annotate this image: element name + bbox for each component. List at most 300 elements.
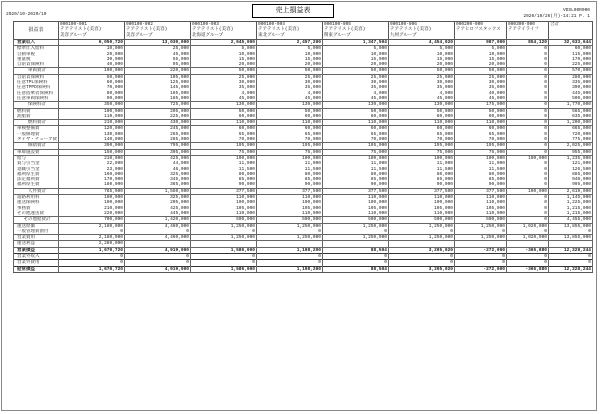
cell-value: 60,000 — [389, 114, 455, 120]
cell-value: 225,000 — [549, 62, 593, 68]
cell-value: 80,000 — [191, 172, 257, 177]
cell-value: 35,000 — [191, 85, 257, 90]
cell-value: 5,000 — [191, 46, 257, 52]
column-header — [257, 22, 323, 40]
column-name: テアテリスト(美容) — [258, 27, 300, 33]
cell-value: 775,000 — [549, 137, 593, 143]
column-subname: 九州グループ — [390, 32, 417, 38]
cell-value: 0 — [125, 253, 191, 259]
cell-value: 0 — [323, 229, 389, 235]
cell-value: 220,000 — [125, 68, 191, 74]
cell-value: 105,000 — [257, 206, 323, 211]
cell-value: 335,000 — [549, 80, 593, 85]
cell-value: 35,000 — [323, 85, 389, 90]
cell-value: 126,500 — [549, 167, 593, 172]
column-name: テアテリスト(美容) — [192, 27, 234, 33]
row-label: 任意搭乗者保険料 — [14, 91, 59, 96]
cell-value: 1,670,720 — [59, 247, 125, 253]
column-header — [125, 22, 191, 40]
cell-value: 20,000 — [389, 62, 455, 68]
cell-value: 5,000 — [389, 46, 455, 52]
cell-value: 85,000 — [389, 177, 455, 182]
cell-value: 120,000 — [59, 126, 125, 132]
cell-value: 100,000 — [507, 155, 549, 161]
cell-value: 65,000 — [323, 132, 389, 137]
cell-value: 0 — [507, 108, 549, 114]
cell-value: 60,000 — [455, 114, 507, 120]
cell-value: 70,000 — [389, 137, 455, 143]
cell-value: 100,000 — [59, 108, 125, 114]
cell-value: 110,000 — [191, 211, 257, 217]
cell-value: 25,000 — [257, 74, 323, 80]
cell-value: 12,228,244 — [549, 247, 593, 253]
cell-value: 0 — [389, 253, 455, 259]
cell-value: 130,000 — [191, 102, 257, 108]
cell-value: 30,000 — [323, 80, 389, 85]
cell-value: 60,000 — [323, 114, 389, 120]
cell-value: 500,000 — [323, 217, 389, 223]
cell-value: 1,145,000 — [549, 195, 593, 201]
cell-value: 150,000 — [59, 149, 125, 155]
cell-value: 80,000 — [455, 172, 507, 177]
cell-value: 635,000 — [549, 114, 593, 120]
cell-value: 70,000 — [191, 137, 257, 143]
cell-value: 725,000 — [125, 102, 191, 108]
cell-value: 110,000 — [323, 211, 389, 217]
cell-value: 1,250,000 — [257, 223, 323, 229]
cell-value: 50,000 — [191, 108, 257, 114]
cell-value: 285,000 — [125, 137, 191, 143]
cell-value: 0 — [507, 211, 549, 217]
cell-value: 0 — [507, 253, 549, 259]
cell-value: 25,000 — [191, 74, 257, 80]
cell-value: 390,000 — [549, 85, 593, 90]
cell-value: 11,500 — [323, 167, 389, 172]
cell-value: 110,000 — [455, 195, 507, 201]
cell-value: 940,000 — [549, 177, 593, 182]
cell-value: 110,000 — [257, 211, 323, 217]
column-header — [389, 22, 455, 40]
cell-value: 4,000 — [191, 91, 257, 96]
column-code: 000100-005 — [324, 22, 352, 27]
cell-value: 1,020,000 — [507, 223, 549, 229]
cell-value: 20,000 — [323, 62, 389, 68]
column-code: 000200-000 — [456, 22, 484, 27]
cell-value: 0 — [507, 149, 549, 155]
row-label: 退職引当金 — [14, 167, 59, 172]
cell-value: 0 — [507, 52, 549, 57]
cell-value: 1,215,000 — [549, 211, 593, 217]
cell-value: 0 — [59, 260, 125, 266]
column-subname: 北海道グループ — [192, 32, 224, 38]
cell-value: 0 — [507, 102, 549, 108]
cell-value: 110,000 — [191, 195, 257, 201]
cell-value: 15,000 — [455, 57, 507, 62]
cell-value: 11,500 — [191, 167, 257, 172]
cell-value: 50,000 — [455, 108, 507, 114]
cell-value: 5,000 — [323, 46, 389, 52]
cell-value: 220,000 — [59, 211, 125, 217]
cell-value: 50,000 — [191, 68, 257, 74]
cell-value: 1,235,000 — [549, 155, 593, 161]
cell-value: 185,000 — [125, 96, 191, 102]
column-header — [455, 22, 507, 40]
cell-value: -272,000 — [455, 247, 507, 253]
cell-value: 1,198,200 — [257, 266, 323, 272]
cell-value: 195,000 — [257, 143, 323, 149]
cell-value: 75,000 — [455, 149, 507, 155]
cell-value: 430,000 — [125, 120, 191, 126]
cell-value: 500,000 — [455, 217, 507, 223]
cell-value: 0 — [257, 253, 323, 259]
cell-value: 1,225,000 — [549, 200, 593, 205]
cell-value: 40,000 — [455, 91, 507, 96]
cell-value: 195,000 — [389, 143, 455, 149]
cell-value: 1,250,000 — [191, 223, 257, 229]
row-label: 営業外収入 — [14, 253, 59, 259]
column-header — [549, 22, 593, 40]
cell-value: 100,000 — [389, 200, 455, 205]
cell-value: 0 — [507, 114, 549, 120]
cell-value: 5,000 — [455, 46, 507, 52]
cell-value: 0 — [389, 229, 455, 235]
cell-value: 11,500 — [455, 167, 507, 172]
cell-value: 0 — [323, 260, 389, 266]
cell-value: 105,000 — [323, 206, 389, 211]
cell-value: 0 — [549, 260, 593, 266]
cell-value: 65,000 — [389, 132, 455, 137]
cell-value: 0 — [507, 57, 549, 62]
row-label: 運送保険料 — [14, 200, 59, 205]
cell-value: -272,000 — [455, 266, 507, 272]
column-name: 合計 — [550, 22, 559, 27]
cell-value: 0 — [507, 172, 549, 177]
cell-value: 13,855,000 — [549, 235, 593, 241]
row-label: 福利厚生費 — [14, 182, 59, 188]
row-label: 一般管理費割付 — [14, 229, 59, 235]
cell-value: 60,000 — [455, 126, 507, 132]
cell-value: 1,250,000 — [257, 235, 323, 241]
cell-value: 4,000 — [389, 91, 455, 96]
cell-value: 0 — [455, 253, 507, 259]
cell-value: 0 — [507, 229, 549, 235]
cell-value: 5,000 — [257, 46, 323, 52]
cell-value: 4,460,000 — [125, 223, 191, 229]
cell-value: 25,000 — [125, 46, 191, 52]
cell-value: 110,000 — [191, 120, 257, 126]
cell-value: 100,000 — [323, 155, 389, 161]
column-code: 000100-004 — [258, 22, 286, 27]
cell-value: 110,000 — [323, 195, 389, 201]
cell-value: 280,000 — [549, 74, 593, 80]
cell-value: 90,000 — [323, 182, 389, 188]
cell-value: 0 — [257, 260, 323, 266]
cell-value: 140,000 — [59, 137, 125, 143]
cell-value: 11,500 — [389, 167, 455, 172]
cell-value: 125,000 — [125, 80, 191, 85]
cell-value: 195,000 — [191, 143, 257, 149]
cell-value: 50,000 — [389, 68, 455, 74]
cell-value: 110,000 — [257, 195, 323, 201]
cell-value: 2,457,200 — [257, 40, 323, 46]
cell-value: 70,000 — [323, 137, 389, 143]
row-label: 事務費 — [14, 206, 59, 211]
cell-value: 2,280,000 — [59, 241, 125, 247]
cell-value: 425,000 — [125, 206, 191, 211]
cell-value: 15,000 — [323, 57, 389, 62]
cell-value: 20,000 — [191, 62, 257, 68]
cell-value: 1,250,000 — [323, 223, 389, 229]
row-label: その他運送費 — [14, 211, 59, 217]
cell-value: 885,000 — [549, 172, 593, 177]
column-code: 000100-006 — [390, 22, 418, 27]
cell-value: 12,228,244 — [549, 266, 593, 272]
cell-value: 2,025,000 — [549, 143, 593, 149]
column-name: テアヒロフスタックス — [456, 27, 501, 33]
cell-value: 50,000 — [323, 108, 389, 114]
cell-value: 100,000 — [507, 188, 549, 194]
column-subname: 美容グループ — [60, 32, 87, 38]
cell-value: 60,000 — [191, 114, 257, 120]
row-label: 営業損益 — [14, 247, 59, 253]
cell-value: 11,000 — [257, 161, 323, 166]
cell-value: 2,180,000 — [59, 235, 125, 241]
cell-value: 11,000 — [191, 161, 257, 166]
cell-value: 50,000 — [455, 68, 507, 74]
cell-value: 80,000 — [257, 172, 323, 177]
cell-value: 350,000 — [59, 102, 125, 108]
cell-value: 110,000 — [389, 211, 455, 217]
cell-value: 795,000 — [125, 143, 191, 149]
row-label: 修繕費計 — [14, 143, 59, 149]
cell-value: 0 — [507, 96, 549, 102]
cell-value: 121,000 — [549, 161, 593, 166]
cell-value: 35,000 — [257, 85, 323, 90]
column-name: テアテリスト(美容) — [60, 27, 102, 33]
cell-value: 0 — [549, 229, 593, 235]
cell-value: 130,000 — [323, 102, 389, 108]
corner-label: 損益表 — [14, 22, 59, 40]
row-label: 経常損益 — [14, 266, 59, 272]
cell-value: 23,000 — [59, 167, 125, 172]
row-label: タイヤ・チューブ費 — [14, 137, 59, 143]
row-label: 法定福利費 — [14, 177, 59, 182]
cell-value: 0 — [59, 229, 125, 235]
cell-value: 170,000 — [59, 177, 125, 182]
cell-value: 4,455,000 — [549, 217, 593, 223]
cell-value: 88,504 — [323, 247, 389, 253]
row-label: 自動車税 — [14, 52, 59, 57]
cell-value: 0 — [507, 143, 549, 149]
cell-value: 390,000 — [59, 143, 125, 149]
cell-value: 4,000 — [257, 91, 323, 96]
cell-value: 45,000 — [389, 96, 455, 102]
cell-value: 110,000 — [389, 195, 455, 201]
cell-value: 425,000 — [125, 155, 191, 161]
cell-value: 160,000 — [59, 172, 125, 177]
column-name: テアテイライフ — [508, 27, 539, 33]
column-code: 000100-001 — [60, 22, 88, 27]
cell-value: 1,198,200 — [257, 247, 323, 253]
cell-value: 4,454,020 — [389, 40, 455, 46]
cell-value: 25,000 — [323, 74, 389, 80]
cell-value: 45,000 — [257, 96, 323, 102]
cell-value: 50,000 — [257, 68, 323, 74]
cell-value: 50,000 — [389, 108, 455, 114]
column-header — [323, 22, 389, 40]
cell-value: 30,000 — [257, 80, 323, 85]
cell-value: 130,000 — [59, 132, 125, 137]
row-label: 運送原価 — [14, 223, 59, 229]
cell-value: 0 — [507, 260, 549, 266]
row-label: 重量税 — [14, 57, 59, 62]
cell-value: 105,000 — [191, 206, 257, 211]
row-label: 福利厚生費 — [14, 172, 59, 177]
row-label: その他経費計 — [14, 217, 59, 223]
row-label: 標準仕入給料 — [14, 46, 59, 52]
cell-value: 995,000 — [549, 182, 593, 188]
cell-value: 100,000 — [59, 200, 125, 205]
print-datetime: 2020/10/26(月)-14:21 P. 1 — [523, 14, 590, 19]
cell-value: 105,000 — [455, 206, 507, 211]
column-code: 000300-000 — [508, 22, 536, 27]
cell-value: 987,000 — [455, 40, 507, 46]
cell-value: 0 — [389, 260, 455, 266]
cell-value: 0 — [507, 132, 549, 137]
cell-value: 565,000 — [549, 108, 593, 114]
cell-value: 0 — [507, 62, 549, 68]
cell-value: 0 — [507, 161, 549, 166]
cell-value: 70,000 — [257, 137, 323, 143]
header-row — [14, 22, 593, 40]
cell-value: 60,000 — [323, 126, 389, 132]
report-period: 2020/10-2020/10 — [6, 12, 47, 17]
cell-value: 55,000 — [125, 57, 191, 62]
report-title: 売上損益表 — [252, 4, 334, 18]
cell-value: 100,000 — [257, 200, 323, 205]
cell-value: 10,000 — [257, 52, 323, 57]
cell-value: 10,000 — [59, 46, 125, 52]
column-code: 000100-002 — [126, 22, 154, 27]
cell-value: 377,500 — [257, 188, 323, 194]
cell-value: 75,000 — [257, 149, 323, 155]
cell-value: 365,000 — [125, 182, 191, 188]
cell-value: 0 — [191, 229, 257, 235]
cell-value: -365,880 — [507, 247, 549, 253]
cell-value: 0 — [507, 120, 549, 126]
cell-value: 60,000 — [549, 46, 593, 52]
cell-value: 110,000 — [323, 120, 389, 126]
cell-value: 225,000 — [125, 114, 191, 120]
cell-value: 100,000 — [59, 68, 125, 74]
cell-value: 60,000 — [257, 126, 323, 132]
cell-value: 170,000 — [549, 57, 593, 62]
cell-value: 210,000 — [59, 206, 125, 211]
cell-value: 20,000 — [257, 62, 323, 68]
cell-value: 35,000 — [389, 85, 455, 90]
cell-value: 115,000 — [549, 52, 593, 57]
column-code: 000100-003 — [192, 22, 220, 27]
cell-value: 4,000 — [323, 91, 389, 96]
cell-value: 245,000 — [125, 126, 191, 132]
cell-value: 0 — [507, 74, 549, 80]
column-name: テアテリスト(美容) — [390, 27, 432, 33]
cell-value: 10,000 — [389, 52, 455, 57]
cell-value: 1,586,000 — [191, 247, 257, 253]
cell-value: 85,000 — [257, 177, 323, 182]
cell-value: 20,000 — [59, 52, 125, 57]
row-label: 人件費計 — [14, 188, 59, 194]
row-label: 一般修理費 — [14, 132, 59, 137]
cell-value: 445,000 — [125, 211, 191, 217]
cell-value: 30,000 — [455, 80, 507, 85]
cell-value: 500,000 — [257, 217, 323, 223]
cell-value: 1,550,000 — [125, 188, 191, 194]
cell-value: 100,000 — [191, 155, 257, 161]
cell-value: 80,000 — [323, 172, 389, 177]
cell-value: 130,000 — [257, 102, 323, 108]
cell-value: 500,000 — [549, 96, 593, 102]
row-label: 営業収入 — [14, 40, 59, 46]
cell-value: 11,000 — [323, 161, 389, 166]
cell-value: 45,000 — [191, 96, 257, 102]
cell-value: 1,250,000 — [455, 223, 507, 229]
cell-value: 30,000 — [389, 80, 455, 85]
program-id: VDSL00R000 — [562, 8, 590, 13]
column-name: テアテリスト(美容) — [126, 27, 168, 33]
cell-value: 0 — [507, 182, 549, 188]
column-subname: 関東グループ — [324, 32, 351, 38]
cell-value: 500,000 — [191, 217, 257, 223]
cell-value: 0 — [507, 137, 549, 143]
cell-value: 50,000 — [257, 108, 323, 114]
cell-value: 75,000 — [191, 149, 257, 155]
cell-value: 90,000 — [389, 182, 455, 188]
cell-value: 88,504 — [323, 266, 389, 272]
cell-value: 25,000 — [389, 74, 455, 80]
cell-value: 110,000 — [455, 200, 507, 205]
cell-value: 60,000 — [59, 80, 125, 85]
cell-value: 165,000 — [125, 91, 191, 96]
cell-value: 345,000 — [125, 177, 191, 182]
cell-value: 1,250,000 — [323, 235, 389, 241]
cell-value: 325,000 — [125, 195, 191, 201]
cell-value: 25,000 — [455, 74, 507, 80]
row-label: 任意車両保険料 — [14, 96, 59, 102]
cell-value: 1,020,000 — [507, 235, 549, 241]
cell-value: 45,000 — [455, 96, 507, 102]
column-name: テアテリスト(美容) — [324, 27, 366, 33]
cell-value: 1,250,000 — [389, 235, 455, 241]
cell-value: 46,000 — [125, 167, 191, 172]
cell-value: 100,000 — [323, 200, 389, 205]
cell-value: 65,000 — [191, 132, 257, 137]
cell-value: 1,586,000 — [191, 266, 257, 272]
row-label: 道路利用料 — [14, 195, 59, 201]
cell-value: 75,000 — [323, 149, 389, 155]
cell-value: 44,000 — [125, 161, 191, 166]
cell-value: 45,000 — [323, 96, 389, 102]
cell-value: 1,670,720 — [59, 266, 125, 272]
cell-value: 500,000 — [389, 217, 455, 223]
cell-value: 1,200,000 — [549, 120, 593, 126]
cell-value: 15,000 — [257, 57, 323, 62]
cell-value: 0 — [323, 253, 389, 259]
cell-value: 0 — [507, 217, 549, 223]
cell-value: 10,000 — [323, 52, 389, 57]
cell-value: 22,000 — [59, 161, 125, 166]
row-label: 任意TPL保険料 — [14, 80, 59, 85]
